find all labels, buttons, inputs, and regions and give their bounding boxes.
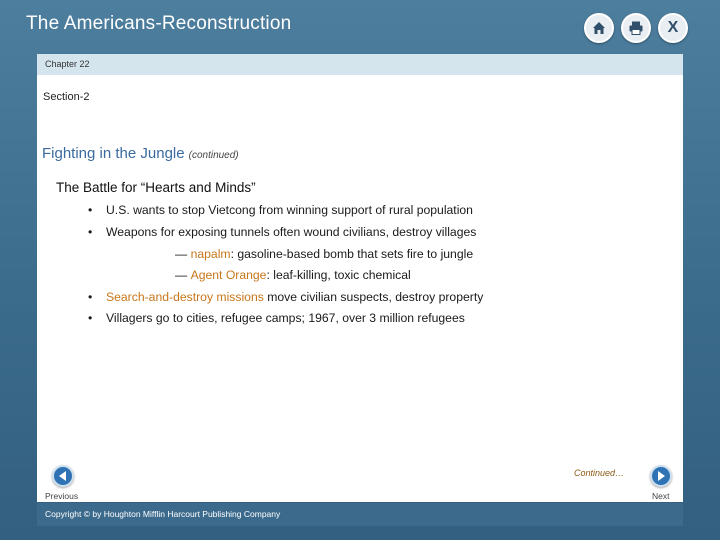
next-button[interactable] — [650, 465, 672, 487]
term-search-and-destroy: Search-and-destroy missions — [106, 290, 264, 304]
chapter-bar — [37, 54, 683, 75]
bullet-item: • Weapons for exposing tunnels often wound civilians, destroy villages — [88, 225, 477, 239]
close-button[interactable] — [658, 13, 688, 43]
slide-heading — [42, 145, 239, 162]
sub-bullet-item: — Agent Orange: leaf-killing, toxic chemical — [175, 268, 411, 282]
arrow-right-icon — [652, 467, 670, 485]
previous-label[interactable]: Previous — [45, 491, 79, 501]
bullet-item: • Search-and-destroy missions move civilian suspects, destroy property — [88, 290, 484, 304]
home-icon — [591, 20, 607, 36]
arrow-left-icon — [54, 467, 72, 485]
term-napalm: napalm — [190, 247, 231, 261]
chapter-label: Chapter 22 — [45, 59, 90, 69]
term-agent-orange: Agent Orange — [190, 268, 267, 282]
next-label[interactable]: Next — [652, 491, 670, 501]
sub-bullet-item: — napalm: gasoline-based bomb that sets fire to jungle — [175, 247, 474, 261]
section-label: Section-2 — [43, 91, 90, 103]
slide-content — [37, 75, 683, 502]
print-button[interactable] — [621, 13, 651, 43]
bullet-item: • Villagers go to cities, refugee camps; 1967, over 3 million refugees — [88, 311, 465, 325]
copyright-text: Copyright © by Houghton Mifflin Harcourt Publishing Company — [45, 509, 281, 519]
heading-text: Fighting in the Jungle — [42, 145, 185, 162]
home-button[interactable] — [584, 13, 614, 43]
previous-button[interactable] — [52, 465, 74, 487]
print-icon — [628, 20, 644, 36]
continued-label: Continued… — [574, 468, 625, 478]
slide-subheading: The Battle for “Hearts and Minds” — [56, 180, 256, 195]
bullet-item: • U.S. wants to stop Vietcong from winning support of rural population — [88, 203, 473, 217]
close-icon: X — [667, 19, 679, 36]
heading-note: (continued) — [188, 150, 239, 161]
window-title: The Americans-Reconstruction — [26, 13, 292, 34]
